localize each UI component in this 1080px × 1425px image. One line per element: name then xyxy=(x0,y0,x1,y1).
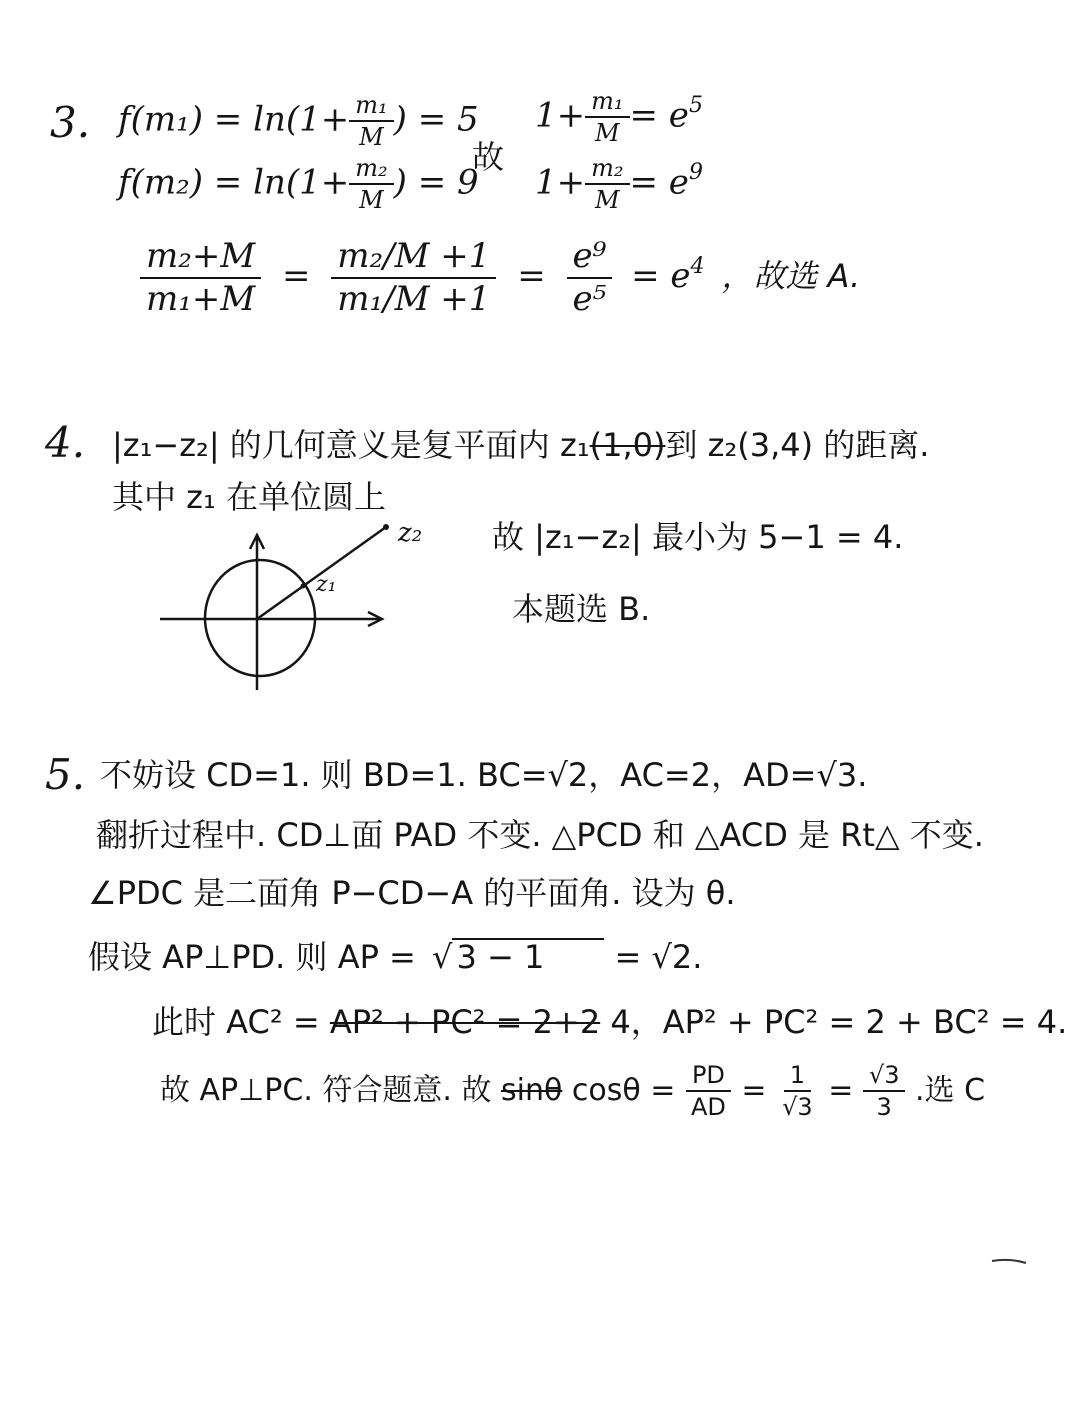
q4-conclusion: 本题选 B. xyxy=(512,590,651,628)
q3-eq-frac1 xyxy=(140,238,261,319)
q3-eq-e-den: e⁵ xyxy=(572,279,607,320)
q5-line5-end: 4，AP² + PC² = 2 + BC² = 4. xyxy=(610,1003,1068,1041)
q5-line5 xyxy=(152,1005,1067,1040)
q3-number: 3. xyxy=(50,98,91,147)
q3-line2-res-den: M xyxy=(595,186,620,215)
q3-eq-equals2: = xyxy=(517,256,546,297)
q5-line2: 翻折过程中. CD⊥面 PAD 不变. △PCD 和 △ACD 是 Rt△ 不变. xyxy=(96,816,984,854)
q3-line1-frac-num: m₁ xyxy=(349,92,393,122)
q3-line1-res-num: m₁ xyxy=(585,88,629,118)
q5-line6-frac1 xyxy=(685,1062,732,1121)
q5-f1-num: PD xyxy=(686,1062,731,1092)
q3-line1-right: ) = 5 xyxy=(393,99,479,140)
q3-line1-res-left: 1+ xyxy=(535,95,586,136)
q4-line2: 其中 z₁ 在单位圆上 xyxy=(112,478,386,516)
q3-line1-frac xyxy=(349,92,393,151)
q3-line2-frac xyxy=(349,155,393,214)
q3-eq-num: m₂+M xyxy=(140,238,261,279)
q4-line1-end: 到 z₂(3,4) 的距离. xyxy=(665,426,930,464)
q3-eq-conclusion: ，故选 A. xyxy=(721,257,861,296)
q3-line1-res-frac xyxy=(585,88,629,147)
z2-point xyxy=(383,524,389,530)
q3-line1-frac-den: M xyxy=(359,123,384,152)
q5-line1: 不妨设 CD=1. 则 BD=1. BC=√2，AC=2，AD=√3. xyxy=(100,756,868,794)
q5-line5-struck: AP² + PC² = 2+2 xyxy=(329,1003,601,1041)
q5-line6-frac2 xyxy=(776,1062,819,1121)
q3-eq-equals1: = xyxy=(281,256,311,297)
q3-line2-right: ) = 9 xyxy=(393,162,479,203)
q3-line2-res-exp: 9 xyxy=(688,160,703,186)
q3-line1-res-den: M xyxy=(595,119,620,148)
q5-line6 xyxy=(160,1062,985,1121)
z2-label: z₂ xyxy=(398,518,423,548)
q5-line6-end: .选 C xyxy=(915,1072,986,1108)
q4-line1-struck: (1,0) xyxy=(589,426,666,464)
q3-eq-result-exp: 4 xyxy=(690,254,705,280)
q5-line4-root: 3 − 1 xyxy=(452,938,604,975)
q5-f3-num: √3 xyxy=(863,1062,906,1092)
q3-line2-frac-den: M xyxy=(359,186,384,215)
q3-line2-res-right: = e xyxy=(629,162,689,203)
q3-line2-res-left: 1+ xyxy=(535,162,586,203)
q3-line2-res-frac xyxy=(585,155,629,214)
q3-eq-frac2 xyxy=(331,238,496,319)
q3-line2 xyxy=(118,155,479,214)
q5-line6-equals2: = xyxy=(828,1072,854,1108)
q3-line1-result xyxy=(535,88,703,147)
q5-f3-den: 3 xyxy=(876,1093,892,1122)
q5-line4-start: 假设 AP⊥PD. 则 AP = xyxy=(88,938,416,976)
q3-line1-res-exp: 5 xyxy=(688,93,703,119)
q5-line5-start: 此时 AC² = xyxy=(152,1003,320,1041)
q5-f1-den: AD xyxy=(690,1093,726,1122)
stray-pen-mark xyxy=(990,1255,1030,1269)
q3-line1 xyxy=(118,92,479,151)
q5-line6-frac3 xyxy=(863,1062,906,1121)
q5-number: 5. xyxy=(45,750,86,799)
z1-point xyxy=(301,584,306,589)
q5-line6-cos: cosθ = xyxy=(571,1072,676,1108)
q3-eq-den: m₁+M xyxy=(146,279,256,320)
q5-line3: ∠PDC 是二面角 P−CD−A 的平面角. 设为 θ. xyxy=(88,874,736,912)
q4-line1 xyxy=(112,428,929,463)
q5-f2-den: √3 xyxy=(782,1093,813,1122)
complex-plane-diagram xyxy=(150,515,440,695)
q3-therefore: 故 xyxy=(472,138,505,176)
q5-line6-struck: sinθ xyxy=(501,1072,563,1108)
q5-line4 xyxy=(88,938,702,975)
q3-eq-e-num: e⁹ xyxy=(567,238,613,279)
q3-eq-frac3 xyxy=(567,238,613,319)
q5-line6-start: 故 AP⊥PC. 符合题意. 故 xyxy=(160,1072,492,1108)
q3-line2-result xyxy=(535,155,703,214)
q5-f2-num: 1 xyxy=(784,1062,811,1092)
q3-equation xyxy=(140,238,860,319)
q3-eq-mid-num: m₂/M +1 xyxy=(331,238,496,279)
q3-eq-result: = e xyxy=(631,256,691,297)
q4-line1-text: |z₁−z₂| 的几何意义是复平面内 z₁ xyxy=(112,426,590,464)
q3-line2-left: f(m₂) = ln(1+ xyxy=(118,162,350,203)
q5-line4-end: = √2. xyxy=(614,938,703,976)
q3-line1-res-right: = e xyxy=(629,95,689,136)
z1-label: z₁ xyxy=(316,572,337,597)
q3-line2-frac-num: m₂ xyxy=(349,155,393,185)
q4-number: 4. xyxy=(45,418,86,467)
q5-line6-equals1: = xyxy=(741,1072,767,1108)
q4-result: 故 |z₁−z₂| 最小为 5−1 = 4. xyxy=(492,518,904,556)
q3-eq-mid-den: m₁/M +1 xyxy=(337,279,491,320)
q3-line2-res-num: m₂ xyxy=(585,155,629,185)
q3-line1-left: f(m₁) = ln(1+ xyxy=(118,99,350,140)
q5-sqrt-sign-icon: √ xyxy=(432,938,453,976)
